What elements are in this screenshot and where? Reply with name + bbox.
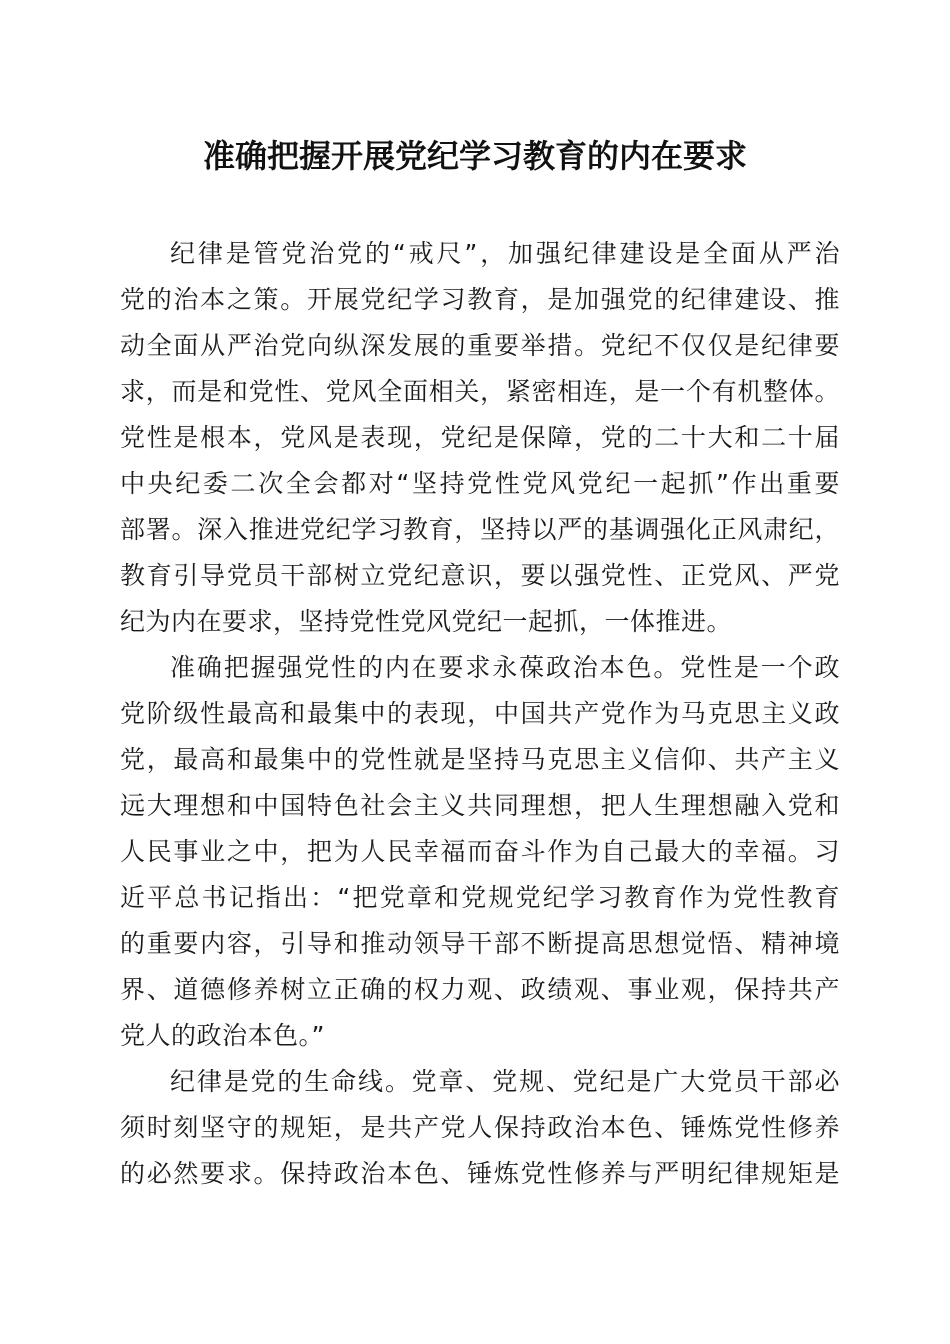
text-line: 纪律是党的生命线。党章、党规、党纪是广大党员干部必 <box>170 1067 840 1096</box>
text-line: 的必然要求。保持政治本色、锤炼党性修养与严明纪律规矩是 <box>120 1159 840 1188</box>
text-line: 纪律是管党治党的“戒尺”，加强纪律建设是全面从严治 <box>170 239 840 268</box>
text-line: 党性是根本，党风是表现，党纪是保障，党的二十大和二十届 <box>120 423 840 452</box>
paragraph <box>120 231 840 645</box>
text-line: 中央纪委二次全会都对“坚持党性党风党纪一起抓”作出重要 <box>120 469 840 498</box>
text-line: 动全面从严治党向纵深发展的重要举措。党纪不仅仅是纪律要 <box>120 331 840 360</box>
text-line: 须时刻坚守的规矩，是共产党人保持政治本色、锤炼党性修养 <box>120 1113 840 1142</box>
paragraph <box>120 645 840 1059</box>
text-line: 党阶级性最高和最集中的表现，中国共产党作为马克思主义政 <box>120 699 840 728</box>
text-line: 的重要内容，引导和推动领导干部不断提高思想觉悟、精神境 <box>120 929 840 958</box>
text-line: 部署。深入推进党纪学习教育，坚持以严的基调强化正风肃纪， <box>120 515 840 544</box>
text-line: 近平总书记指出：“把党章和党规党纪学习教育作为党性教育 <box>120 883 840 912</box>
text-line: 党的治本之策。开展党纪学习教育，是加强党的纪律建设、推 <box>120 285 840 314</box>
text-line: 党，最高和最集中的党性就是坚持马克思主义信仰、共产主义 <box>120 745 840 774</box>
text-line: 界、道德修养树立正确的权力观、政绩观、事业观，保持共产 <box>120 975 840 1004</box>
text-line: 求，而是和党性、党风全面相关，紧密相连，是一个有机整体。 <box>120 377 840 406</box>
paragraph <box>120 1059 840 1197</box>
text-line: 党人的政治本色。” <box>120 1021 325 1050</box>
text-line: 准确把握强党性的内在要求永葆政治本色。党性是一个政 <box>170 653 840 682</box>
text-line: 远大理想和中国特色社会主义共同理想，把人生理想融入党和 <box>120 791 840 820</box>
document-body <box>120 231 840 1197</box>
document-title: 准确把握开展党纪学习教育的内在要求 <box>202 137 747 175</box>
text-line: 人民事业之中，把为人民幸福而奋斗作为自己最大的幸福。习 <box>120 837 840 866</box>
text-line: 纪为内在要求，坚持党性党风党纪一起抓，一体推进。 <box>120 607 733 636</box>
text-line: 教育引导党员干部树立党纪意识，要以强党性、正党风、严党 <box>120 561 840 590</box>
